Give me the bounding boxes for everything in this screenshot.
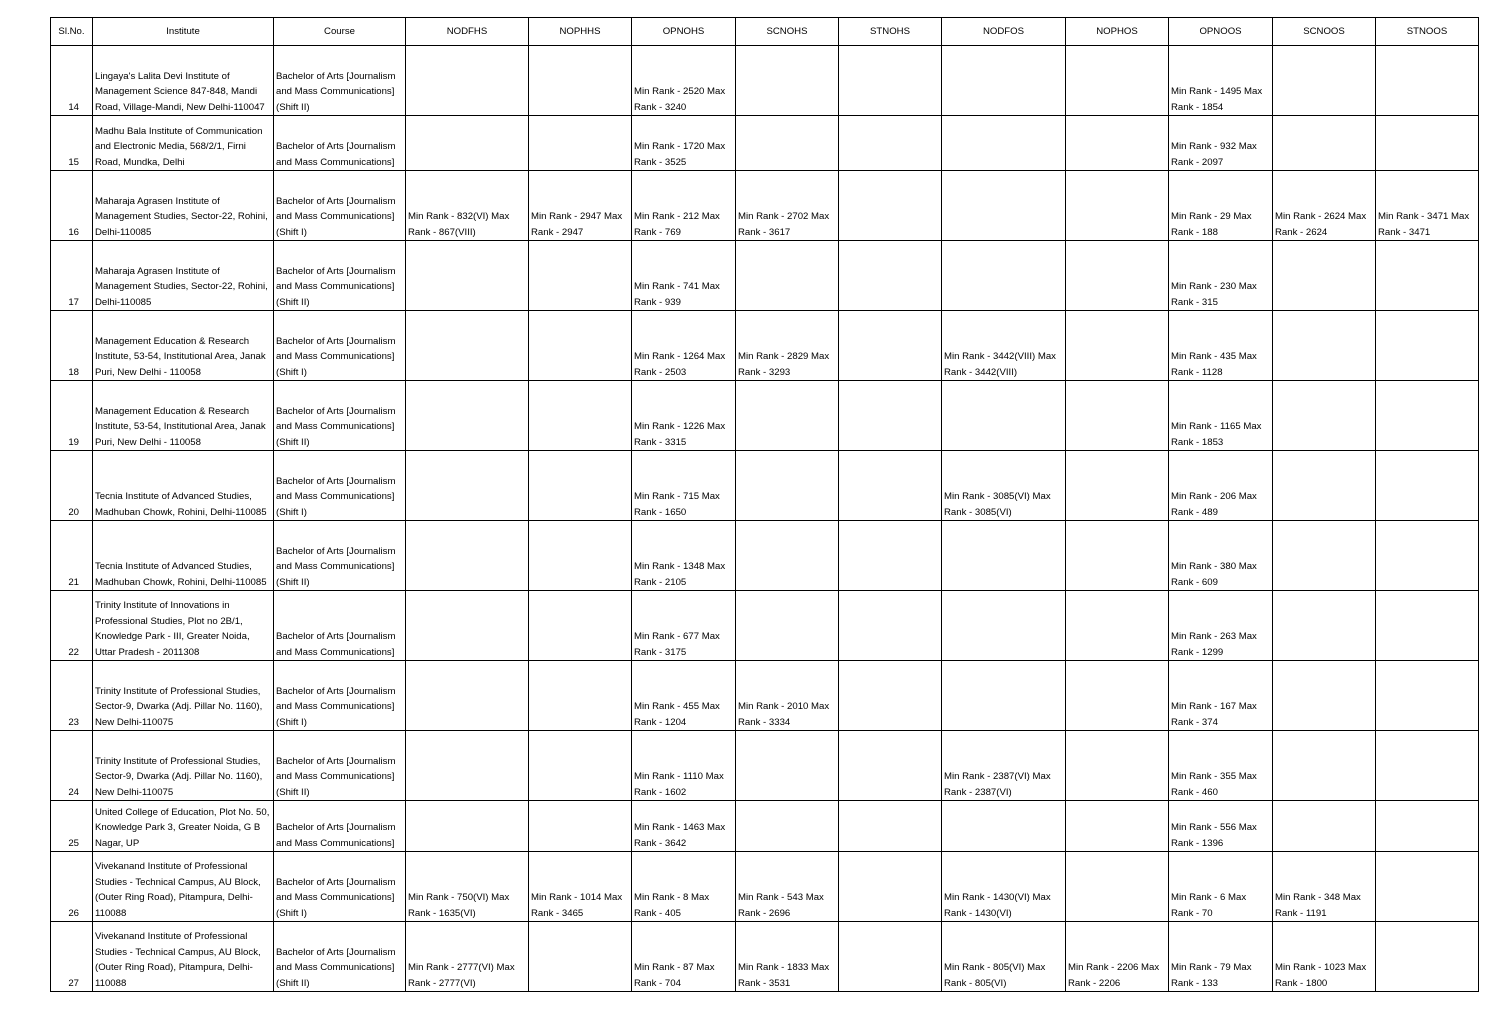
course-cell: Bachelor of Arts [Journalism and Mass Communications] (Shift I) bbox=[274, 661, 406, 731]
scnohs-cell bbox=[736, 116, 839, 171]
opnohs-cell: Min Rank - 1226 Max Rank - 3315 bbox=[632, 381, 736, 451]
nophos-cell bbox=[1066, 46, 1169, 116]
table-row bbox=[51, 311, 1479, 381]
opnoos-cell: Min Rank - 206 Max Rank - 489 bbox=[1169, 451, 1273, 521]
scnohs-cell: Min Rank - 1833 Max Rank - 3531 bbox=[736, 922, 839, 992]
sl-no-cell: 14 bbox=[51, 46, 93, 116]
header-cell: NODFHS bbox=[406, 18, 529, 46]
nophos-cell bbox=[1066, 852, 1169, 922]
institute-cell: Maharaja Agrasen Institute of Management Studies, Sector-22, Rohini, Delhi-110085 bbox=[93, 241, 274, 311]
opnoos-cell: Min Rank - 1495 Max Rank - 1854 bbox=[1169, 46, 1273, 116]
stnoos-cell bbox=[1376, 116, 1479, 171]
rank-table bbox=[50, 17, 1479, 992]
institute-cell: Trinity Institute of Professional Studies, Sector-9, Dwarka (Adj. Pillar No. 1160), New Delhi-110075 bbox=[93, 731, 274, 801]
stnohs-cell bbox=[839, 46, 942, 116]
scnoos-cell bbox=[1273, 311, 1376, 381]
header-cell: NODFOS bbox=[942, 18, 1066, 46]
opnoos-cell: Min Rank - 6 Max Rank - 70 bbox=[1169, 852, 1273, 922]
nophhs-cell: Min Rank - 2947 Max Rank - 2947 bbox=[529, 171, 632, 241]
stnoos-cell bbox=[1376, 731, 1479, 801]
course-cell: Bachelor of Arts [Journalism and Mass Communications] bbox=[274, 801, 406, 852]
nophos-cell: Min Rank - 2206 Max Rank - 2206 bbox=[1066, 922, 1169, 992]
table-row bbox=[51, 171, 1479, 241]
scnohs-cell bbox=[736, 801, 839, 852]
nophhs-cell bbox=[529, 451, 632, 521]
sl-no-cell: 27 bbox=[51, 922, 93, 992]
opnohs-cell: Min Rank - 715 Max Rank - 1650 bbox=[632, 451, 736, 521]
opnohs-cell: Min Rank - 677 Max Rank - 3175 bbox=[632, 591, 736, 661]
nodfhs-cell bbox=[406, 731, 529, 801]
opnoos-cell: Min Rank - 167 Max Rank - 374 bbox=[1169, 661, 1273, 731]
table-row bbox=[51, 591, 1479, 661]
stnohs-cell bbox=[839, 451, 942, 521]
scnoos-cell: Min Rank - 1023 Max Rank - 1800 bbox=[1273, 922, 1376, 992]
scnoos-cell bbox=[1273, 661, 1376, 731]
nophhs-cell: Min Rank - 1014 Max Rank - 3465 bbox=[529, 852, 632, 922]
institute-cell: Trinity Institute of Professional Studies, Sector-9, Dwarka (Adj. Pillar No. 1160), New Delhi-110075 bbox=[93, 661, 274, 731]
opnoos-cell: Min Rank - 1165 Max Rank - 1853 bbox=[1169, 381, 1273, 451]
course-cell: Bachelor of Arts [Journalism and Mass Communications] bbox=[274, 116, 406, 171]
stnohs-cell bbox=[839, 591, 942, 661]
nophos-cell bbox=[1066, 801, 1169, 852]
institute-cell: Madhu Bala Institute of Communication and Electronic Media, 568/2/1, Firni Road, Mundka, Delhi bbox=[93, 116, 274, 171]
nodfos-cell bbox=[942, 46, 1066, 116]
stnohs-cell bbox=[839, 852, 942, 922]
nophos-cell bbox=[1066, 311, 1169, 381]
stnoos-cell bbox=[1376, 922, 1479, 992]
course-cell: Bachelor of Arts [Journalism and Mass Communications] (Shift I) bbox=[274, 852, 406, 922]
nophos-cell bbox=[1066, 171, 1169, 241]
institute-cell: Vivekanand Institute of Professional Studies - Technical Campus, AU Block,(Outer Ring Road), Pitampura, Delhi-110088 bbox=[93, 852, 274, 922]
nodfhs-cell bbox=[406, 381, 529, 451]
nodfhs-cell bbox=[406, 46, 529, 116]
institute-cell: Trinity Institute of Innovations in Professional Studies, Plot no 2B/1, Knowledge Park - III, Greater Noida, Uttar Pradesh - 2011308 bbox=[93, 591, 274, 661]
nodfos-cell bbox=[942, 171, 1066, 241]
nodfhs-cell bbox=[406, 801, 529, 852]
stnohs-cell bbox=[839, 731, 942, 801]
stnoos-cell bbox=[1376, 241, 1479, 311]
course-cell: Bachelor of Arts [Journalism and Mass Communications] (Shift II) bbox=[274, 521, 406, 591]
opnoos-cell: Min Rank - 79 Max Rank - 133 bbox=[1169, 922, 1273, 992]
nophhs-cell bbox=[529, 381, 632, 451]
header-cell: STNOHS bbox=[839, 18, 942, 46]
nodfos-cell: Min Rank - 3085(VI) Max Rank - 3085(VI) bbox=[942, 451, 1066, 521]
stnoos-cell bbox=[1376, 801, 1479, 852]
scnohs-cell bbox=[736, 591, 839, 661]
scnohs-cell bbox=[736, 451, 839, 521]
nodfos-cell: Min Rank - 2387(VI) Max Rank - 2387(VI) bbox=[942, 731, 1066, 801]
table-row bbox=[51, 922, 1479, 992]
nodfhs-cell bbox=[406, 451, 529, 521]
opnoos-cell: Min Rank - 556 Max Rank - 1396 bbox=[1169, 801, 1273, 852]
nophos-cell bbox=[1066, 116, 1169, 171]
table-row bbox=[51, 46, 1479, 116]
header-row bbox=[51, 18, 1479, 46]
opnoos-cell: Min Rank - 380 Max Rank - 609 bbox=[1169, 521, 1273, 591]
scnoos-cell bbox=[1273, 46, 1376, 116]
table-row bbox=[51, 852, 1479, 922]
sl-no-cell: 26 bbox=[51, 852, 93, 922]
nophhs-cell bbox=[529, 241, 632, 311]
nophhs-cell bbox=[529, 731, 632, 801]
scnohs-cell bbox=[736, 46, 839, 116]
sl-no-cell: 17 bbox=[51, 241, 93, 311]
header-cell: STNOOS bbox=[1376, 18, 1479, 46]
stnoos-cell bbox=[1376, 381, 1479, 451]
scnoos-cell: Min Rank - 2624 Max Rank - 2624 bbox=[1273, 171, 1376, 241]
opnohs-cell: Min Rank - 8 Max Rank - 405 bbox=[632, 852, 736, 922]
header-cell: NOPHHS bbox=[529, 18, 632, 46]
stnoos-cell bbox=[1376, 311, 1479, 381]
nophhs-cell bbox=[529, 922, 632, 992]
institute-cell: Management Education & Research Institute, 53-54, Institutional Area, Janak Puri, New Delhi - 110058 bbox=[93, 381, 274, 451]
scnohs-cell: Min Rank - 2010 Max Rank - 3334 bbox=[736, 661, 839, 731]
course-cell: Bachelor of Arts [Journalism and Mass Communications] (Shift II) bbox=[274, 381, 406, 451]
nodfos-cell: Min Rank - 805(VI) Max Rank - 805(VI) bbox=[942, 922, 1066, 992]
table-row bbox=[51, 241, 1479, 311]
stnoos-cell bbox=[1376, 521, 1479, 591]
nodfos-cell bbox=[942, 241, 1066, 311]
table-row bbox=[51, 116, 1479, 171]
sl-no-cell: 22 bbox=[51, 591, 93, 661]
institute-cell: Tecnia Institute of Advanced Studies, Madhuban Chowk, Rohini, Delhi-110085 bbox=[93, 451, 274, 521]
opnohs-cell: Min Rank - 455 Max Rank - 1204 bbox=[632, 661, 736, 731]
scnohs-cell bbox=[736, 731, 839, 801]
opnoos-cell: Min Rank - 932 Max Rank - 2097 bbox=[1169, 116, 1273, 171]
nodfhs-cell: Min Rank - 832(VI) Max Rank - 867(VIII) bbox=[406, 171, 529, 241]
header-cell: OPNOHS bbox=[632, 18, 736, 46]
scnohs-cell bbox=[736, 521, 839, 591]
opnohs-cell: Min Rank - 1264 Max Rank - 2503 bbox=[632, 311, 736, 381]
stnoos-cell bbox=[1376, 591, 1479, 661]
sl-no-cell: 16 bbox=[51, 171, 93, 241]
opnohs-cell: Min Rank - 1463 Max Rank - 3642 bbox=[632, 801, 736, 852]
institute-cell: Tecnia Institute of Advanced Studies, Madhuban Chowk, Rohini, Delhi-110085 bbox=[93, 521, 274, 591]
nodfos-cell bbox=[942, 521, 1066, 591]
header-cell: SCNOOS bbox=[1273, 18, 1376, 46]
institute-cell: Management Education & Research Institute, 53-54, Institutional Area, Janak Puri, New Delhi - 110058 bbox=[93, 311, 274, 381]
stnohs-cell bbox=[839, 116, 942, 171]
table-row bbox=[51, 731, 1479, 801]
nophhs-cell bbox=[529, 311, 632, 381]
sl-no-cell: 18 bbox=[51, 311, 93, 381]
stnohs-cell bbox=[839, 381, 942, 451]
sl-no-cell: 19 bbox=[51, 381, 93, 451]
opnohs-cell: Min Rank - 1110 Max Rank - 1602 bbox=[632, 731, 736, 801]
opnohs-cell: Min Rank - 2520 Max Rank - 3240 bbox=[632, 46, 736, 116]
header-cell: Course bbox=[274, 18, 406, 46]
nodfhs-cell bbox=[406, 241, 529, 311]
nophos-cell bbox=[1066, 591, 1169, 661]
header-cell: Institute bbox=[93, 18, 274, 46]
sl-no-cell: 24 bbox=[51, 731, 93, 801]
nodfhs-cell: Min Rank - 2777(VI) Max Rank - 2777(VI) bbox=[406, 922, 529, 992]
nophhs-cell bbox=[529, 801, 632, 852]
nophhs-cell bbox=[529, 521, 632, 591]
stnoos-cell bbox=[1376, 46, 1479, 116]
stnohs-cell bbox=[839, 801, 942, 852]
nophhs-cell bbox=[529, 591, 632, 661]
table-row bbox=[51, 381, 1479, 451]
stnoos-cell bbox=[1376, 451, 1479, 521]
nodfos-cell bbox=[942, 116, 1066, 171]
stnoos-cell bbox=[1376, 661, 1479, 731]
course-cell: Bachelor of Arts [Journalism and Mass Communications] (Shift II) bbox=[274, 922, 406, 992]
scnohs-cell: Min Rank - 2829 Max Rank - 3293 bbox=[736, 311, 839, 381]
nodfhs-cell bbox=[406, 311, 529, 381]
opnoos-cell: Min Rank - 355 Max Rank - 460 bbox=[1169, 731, 1273, 801]
nodfhs-cell bbox=[406, 116, 529, 171]
nophos-cell bbox=[1066, 381, 1169, 451]
scnoos-cell: Min Rank - 348 Max Rank - 1191 bbox=[1273, 852, 1376, 922]
table-row bbox=[51, 661, 1479, 731]
course-cell: Bachelor of Arts [Journalism and Mass Communications] (Shift I) bbox=[274, 451, 406, 521]
nophos-cell bbox=[1066, 451, 1169, 521]
nodfhs-cell bbox=[406, 661, 529, 731]
course-cell: Bachelor of Arts [Journalism and Mass Communications] (Shift I) bbox=[274, 171, 406, 241]
nophos-cell bbox=[1066, 661, 1169, 731]
institute-cell: Vivekanand Institute of Professional Studies - Technical Campus, AU Block,(Outer Ring Road), Pitampura, Delhi-110088 bbox=[93, 922, 274, 992]
nophhs-cell bbox=[529, 661, 632, 731]
table-row bbox=[51, 801, 1479, 852]
opnohs-cell: Min Rank - 741 Max Rank - 939 bbox=[632, 241, 736, 311]
header-cell: OPNOOS bbox=[1169, 18, 1273, 46]
nophos-cell bbox=[1066, 241, 1169, 311]
institute-cell: United College of Education, Plot No. 50, Knowledge Park 3, Greater Noida, G B Nagar, UP bbox=[93, 801, 274, 852]
nodfhs-cell bbox=[406, 521, 529, 591]
scnohs-cell bbox=[736, 241, 839, 311]
nodfhs-cell bbox=[406, 591, 529, 661]
sl-no-cell: 23 bbox=[51, 661, 93, 731]
scnoos-cell bbox=[1273, 381, 1376, 451]
opnoos-cell: Min Rank - 263 Max Rank - 1299 bbox=[1169, 591, 1273, 661]
stnohs-cell bbox=[839, 241, 942, 311]
nodfos-cell bbox=[942, 801, 1066, 852]
stnohs-cell bbox=[839, 521, 942, 591]
scnohs-cell: Min Rank - 543 Max Rank - 2696 bbox=[736, 852, 839, 922]
sl-no-cell: 15 bbox=[51, 116, 93, 171]
nodfos-cell bbox=[942, 661, 1066, 731]
nodfos-cell bbox=[942, 591, 1066, 661]
opnohs-cell: Min Rank - 87 Max Rank - 704 bbox=[632, 922, 736, 992]
institute-cell: Lingaya's Lalita Devi Institute of Management Science 847-848, Mandi Road, Village-Mandi, New Delhi-110047 bbox=[93, 46, 274, 116]
nodfos-cell bbox=[942, 381, 1066, 451]
header-cell: SCNOHS bbox=[736, 18, 839, 46]
scnohs-cell: Min Rank - 2702 Max Rank - 3617 bbox=[736, 171, 839, 241]
stnohs-cell bbox=[839, 922, 942, 992]
course-cell: Bachelor of Arts [Journalism and Mass Communications] (Shift II) bbox=[274, 731, 406, 801]
header-cell: NOPHOS bbox=[1066, 18, 1169, 46]
opnoos-cell: Min Rank - 230 Max Rank - 315 bbox=[1169, 241, 1273, 311]
table-row bbox=[51, 521, 1479, 591]
header-cell: Sl.No. bbox=[51, 18, 93, 46]
sl-no-cell: 21 bbox=[51, 521, 93, 591]
opnohs-cell: Min Rank - 212 Max Rank - 769 bbox=[632, 171, 736, 241]
stnohs-cell bbox=[839, 311, 942, 381]
scnohs-cell bbox=[736, 381, 839, 451]
scnoos-cell bbox=[1273, 116, 1376, 171]
stnohs-cell bbox=[839, 171, 942, 241]
course-cell: Bachelor of Arts [Journalism and Mass Communications] (Shift II) bbox=[274, 241, 406, 311]
course-cell: Bachelor of Arts [Journalism and Mass Communications] (Shift I) bbox=[274, 311, 406, 381]
stnoos-cell: Min Rank - 3471 Max Rank - 3471 bbox=[1376, 171, 1479, 241]
stnohs-cell bbox=[839, 661, 942, 731]
nophos-cell bbox=[1066, 731, 1169, 801]
opnohs-cell: Min Rank - 1720 Max Rank - 3525 bbox=[632, 116, 736, 171]
scnoos-cell bbox=[1273, 451, 1376, 521]
scnoos-cell bbox=[1273, 591, 1376, 661]
nodfhs-cell: Min Rank - 750(VI) Max Rank - 1635(VI) bbox=[406, 852, 529, 922]
course-cell: Bachelor of Arts [Journalism and Mass Communications] (Shift II) bbox=[274, 46, 406, 116]
institute-cell: Maharaja Agrasen Institute of Management Studies, Sector-22, Rohini, Delhi-110085 bbox=[93, 171, 274, 241]
course-cell: Bachelor of Arts [Journalism and Mass Communications] bbox=[274, 591, 406, 661]
nophos-cell bbox=[1066, 521, 1169, 591]
scnoos-cell bbox=[1273, 801, 1376, 852]
nodfos-cell: Min Rank - 3442(VIII) Max Rank - 3442(VIII) bbox=[942, 311, 1066, 381]
nophhs-cell bbox=[529, 116, 632, 171]
opnohs-cell: Min Rank - 1348 Max Rank - 2105 bbox=[632, 521, 736, 591]
opnoos-cell: Min Rank - 435 Max Rank - 1128 bbox=[1169, 311, 1273, 381]
table-row bbox=[51, 451, 1479, 521]
scnoos-cell bbox=[1273, 521, 1376, 591]
stnoos-cell bbox=[1376, 852, 1479, 922]
opnoos-cell: Min Rank - 29 Max Rank - 188 bbox=[1169, 171, 1273, 241]
sl-no-cell: 25 bbox=[51, 801, 93, 852]
nodfos-cell: Min Rank - 1430(VI) Max Rank - 1430(VI) bbox=[942, 852, 1066, 922]
scnoos-cell bbox=[1273, 241, 1376, 311]
nophhs-cell bbox=[529, 46, 632, 116]
sl-no-cell: 20 bbox=[51, 451, 93, 521]
scnoos-cell bbox=[1273, 731, 1376, 801]
